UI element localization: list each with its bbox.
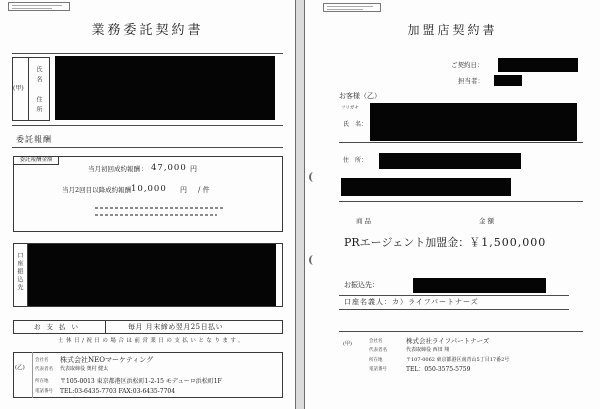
outsourcing-contract-page	[0, 0, 296, 409]
payment-note: 土休日/祝日の場合は前営業日の支払いとなります。	[58, 338, 246, 344]
hole-punch-mark	[309, 172, 318, 182]
transfer-label: お振込先：	[344, 281, 379, 289]
party-mark: (乙)	[15, 365, 25, 371]
bank-account-label: 口座振込先	[16, 252, 23, 292]
divider-line	[32, 352, 33, 398]
member-store-contract-page	[304, 0, 600, 409]
divider-line	[339, 331, 583, 332]
company-label: 会社名	[35, 358, 49, 363]
document-title: 加盟店契約書	[407, 23, 498, 37]
hole-punch-mark	[309, 255, 318, 265]
company-address: 〒107-0062 東京都港区南青山5丁目17番2号	[406, 357, 510, 363]
representative-label: 代表者名	[369, 348, 387, 353]
address-label: 住 所：	[343, 157, 368, 164]
account-holder-value: カ）ライフパートナーズ	[392, 298, 479, 306]
divider-line	[339, 201, 583, 202]
account-holder-label: 口座名義人：	[344, 298, 392, 306]
item-price: ￥1,500,000	[469, 236, 547, 249]
representative-name: 代表取締役 西田 翔	[406, 347, 450, 353]
fine-print-illegible	[95, 214, 217, 216]
staff-label: 担当者：	[458, 77, 484, 85]
divider-line	[339, 142, 583, 143]
representative-label: 代表者名	[35, 367, 53, 372]
fine-print-illegible	[95, 207, 223, 209]
subsequent-contract-amount: 10,000	[131, 184, 167, 194]
divider-line	[339, 309, 569, 310]
payment-schedule: 毎月 月末締め翌月25日払い	[128, 323, 224, 331]
name-label: 氏名	[35, 66, 42, 86]
party-mark: (甲)	[343, 341, 352, 347]
address-label: 所在地	[369, 358, 383, 363]
phone-label: 電話番号	[35, 389, 53, 394]
redaction-block	[413, 278, 546, 293]
representative-name: 代表取締役 奥村 健太	[60, 366, 109, 372]
divider-line	[12, 53, 283, 54]
company-name: 株式会社NEOマーケティング	[60, 356, 154, 364]
divider-line	[339, 295, 569, 296]
header-stamp-box	[323, 3, 381, 12]
subsequent-contract-per: / 件	[198, 186, 210, 194]
divider-line	[105, 320, 106, 334]
fee-heading: 委託報酬	[16, 135, 52, 144]
customer-heading: お客様（乙）	[339, 92, 381, 100]
redaction-block	[498, 58, 578, 72]
fee-box-tab: 委託報酬金額	[13, 156, 59, 165]
fee-heading-underline	[12, 147, 283, 148]
fee-box	[13, 156, 283, 232]
redaction-block	[379, 153, 521, 169]
company-phone: TEL:03-6435-7703 FAX:03-6435-7704	[60, 388, 176, 395]
company-address: 〒105-0013 東京都港区浜松町1-2-15 モデューロ浜松町1F	[60, 378, 222, 385]
name-label: 氏 名：	[343, 121, 368, 128]
amount-column-header: 金額	[479, 217, 496, 225]
divider-line	[28, 57, 29, 121]
redaction-block	[28, 244, 276, 306]
redaction-block	[55, 56, 275, 120]
divider-line	[12, 125, 283, 126]
address-label: 所在地	[35, 379, 49, 384]
company-phone: TEL：050-3575-5759	[406, 366, 471, 373]
subsequent-contract-label: 当月2回目以降成約報酬	[62, 186, 132, 194]
first-contract-separator: ：	[141, 165, 148, 173]
company-label: 会社名	[369, 339, 383, 344]
product-column-header: 商品	[356, 217, 373, 225]
subsequent-contract-unit: 円	[180, 186, 187, 194]
address-label: 住所	[35, 96, 42, 116]
redaction-block	[370, 103, 577, 141]
first-contract-amount: 47,000	[151, 163, 187, 173]
phone-label: 電話番号	[369, 367, 387, 372]
party-mark: (甲)	[13, 85, 24, 92]
furigana-label: フリガナ	[341, 106, 359, 111]
account-holder-line	[344, 299, 479, 306]
redaction-block	[494, 75, 522, 86]
document-title: 業務委託契約書	[91, 23, 204, 38]
first-contract-unit: 円	[190, 165, 197, 173]
header-stamp-box	[8, 2, 70, 11]
first-contract-label: 当月初回成約報酬	[88, 165, 140, 173]
item-line	[344, 237, 546, 248]
item-name: PRエージェント加盟金：	[344, 236, 470, 249]
contract-date-label: ご契約日：	[451, 61, 484, 69]
company-name: 株式会社ライフパートナーズ	[406, 337, 490, 345]
redaction-block	[341, 178, 511, 196]
payment-label: お支払い	[34, 323, 84, 331]
